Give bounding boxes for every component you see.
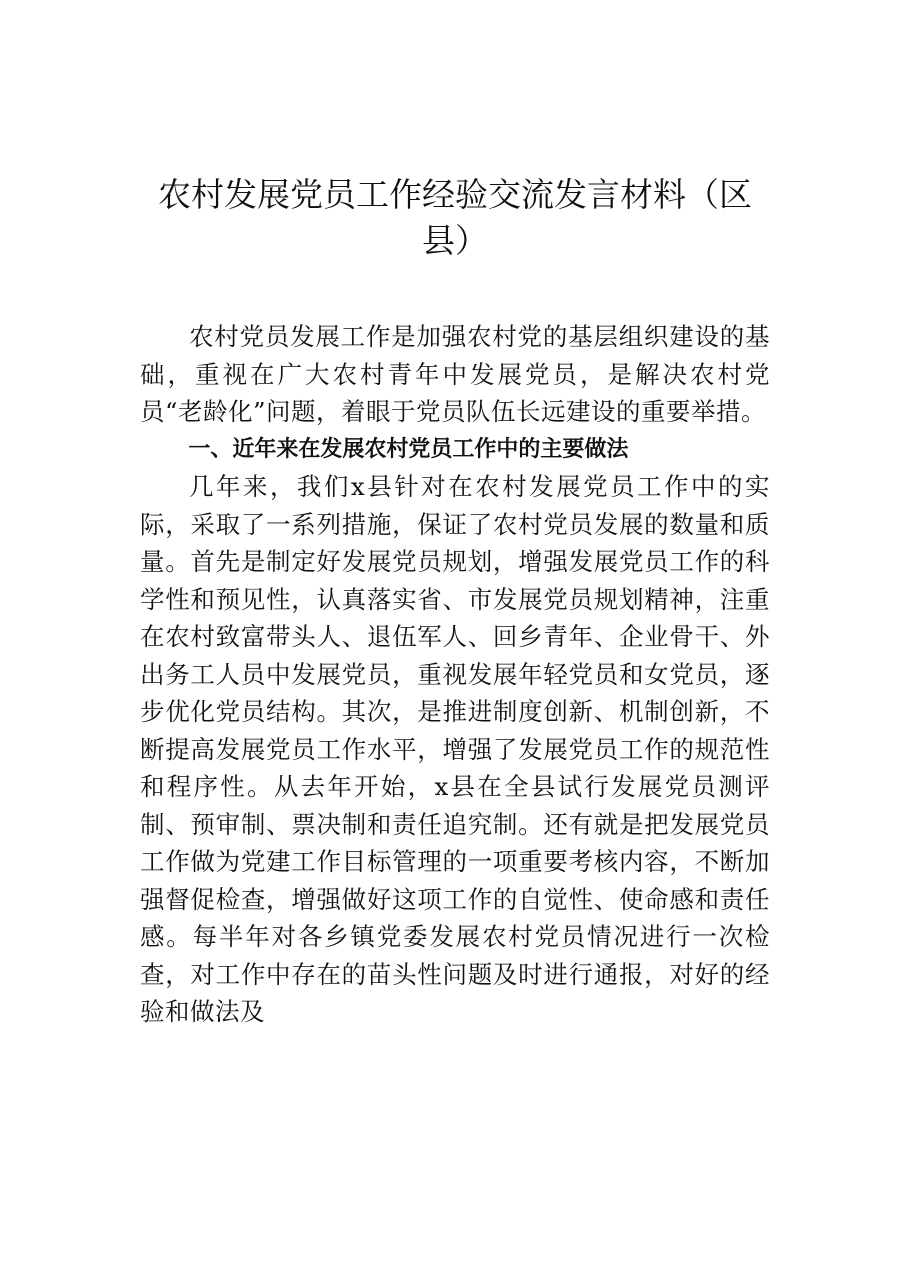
- intro-paragraph: 农村党员发展工作是加强农村党的基层组织建设的基础，重视在广大农村青年中发展党员，是解决农村党员“老龄化”问题，着眼于党员队伍长远建设的重要举措。: [140, 322, 770, 426]
- document-body: [140, 318, 770, 1031]
- document-title: 农村发展党员工作经验交流发言材料（区县）: [158, 175, 752, 260]
- section-heading: 一、近年来在发展农村党员工作中的主要做法: [188, 436, 629, 462]
- body-paragraph: 几年来，我们x县针对在农村发展党员工作中的实际，采取了一系列措施，保证了农村党员发展的数量和质量。首先是制定好发展党员规划，增强发展党员工作的科学性和预见性，认真落实省、市发展党员规划精神，注重在农村致富带头人、退伍军人、回乡青年、企业骨干、外出务工人员中发展党员，重视发展年轻党员和女党员，逐步优化党员结构。其次，是推进制度创新、机制创新，不断提高发展党员工作水平，增强了发展党员工作的规范性和程序性。从去年开始，x县在全县试行发展党员测评制、预审制、票决制和责任追究制。还有就是把发展党员工作做为党建工作目标管理的一项重要考核内容，不断加强督促检查，增强做好这项工作的自觉性、使命感和责任感。每半年对各乡镇党委发展农村党员情况进行一次检查，对工作中存在的苗头性问题及时进行通报，对好的经验和做法及: [140, 472, 770, 1026]
